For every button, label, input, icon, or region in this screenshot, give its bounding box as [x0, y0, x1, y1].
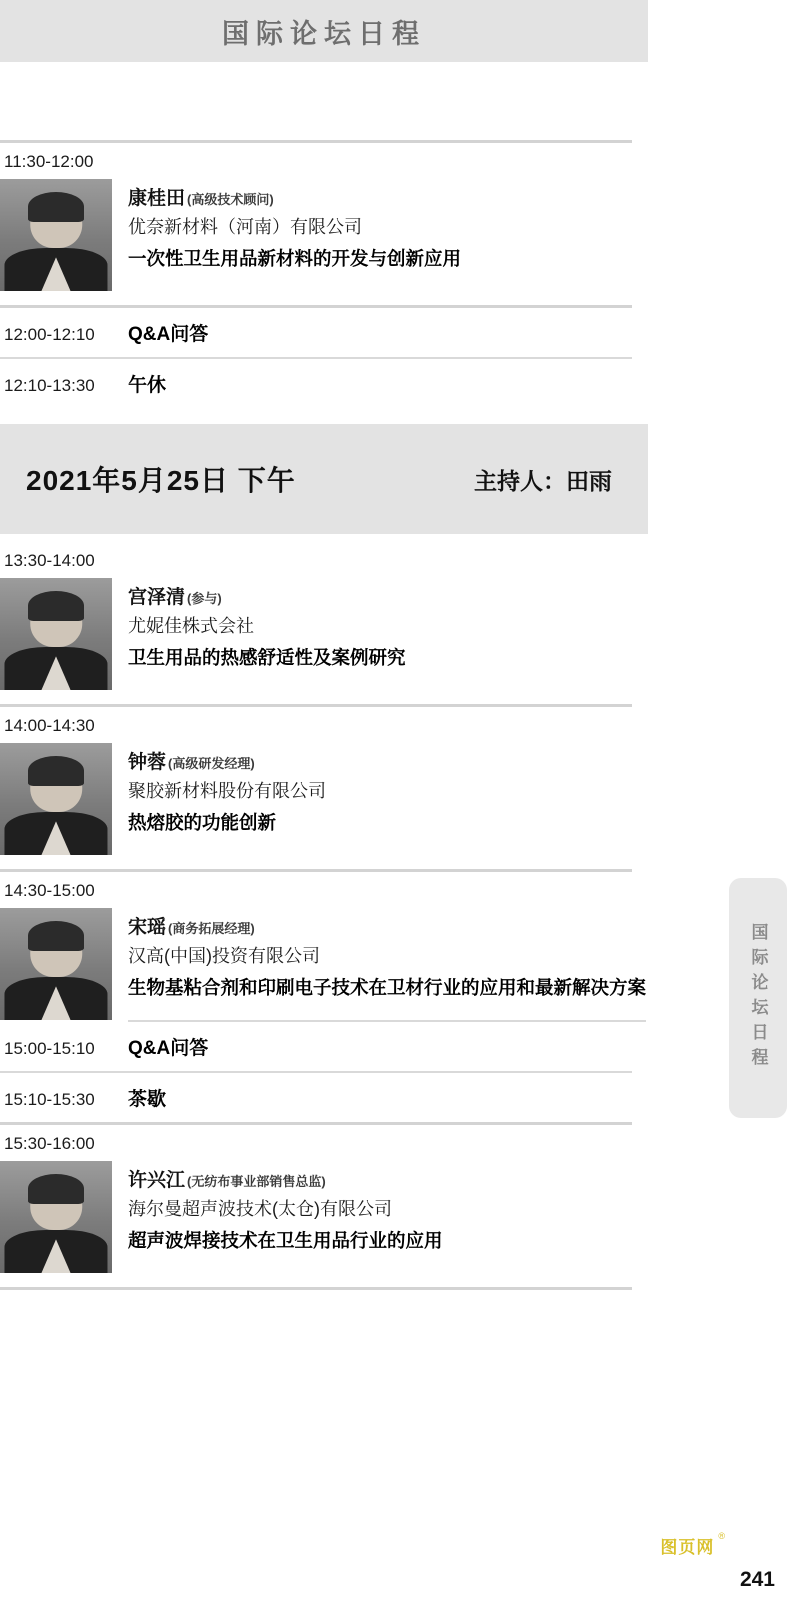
speaker-role: (高级研发经理) [168, 756, 255, 771]
day-banner [0, 424, 648, 534]
session-item[interactable] [0, 1125, 648, 1273]
speaker-info [112, 908, 646, 1003]
speaker-photo [0, 578, 112, 690]
session-topic: 热熔胶的功能创新 [128, 812, 277, 834]
speaker-name-line [128, 749, 326, 777]
page-title: 国际论坛日程 [222, 18, 426, 49]
speaker-company: 海尔曼超声波技术(太仓)有限公司 [128, 1198, 392, 1219]
speaker-info [112, 743, 326, 838]
speaker-company: 汉高(中国)投资有限公司 [128, 945, 320, 966]
schedule-list [0, 140, 648, 1290]
speaker-role: (高级技术顾问) [187, 192, 274, 207]
page-header [0, 0, 648, 62]
day-host: 主持人：田雨 [474, 467, 612, 494]
speaker-row [0, 578, 648, 690]
session-label: 茶歇 [128, 1089, 167, 1110]
session-item[interactable] [0, 707, 648, 855]
session-time: 15:00-15:10 [4, 1039, 95, 1058]
speaker-info [112, 1161, 443, 1256]
speaker-name: 宋瑶 [128, 917, 167, 938]
speaker-company: 优奈新材料（河南）有限公司 [128, 216, 362, 237]
speaker-name-line [128, 185, 461, 213]
speaker-company: 尤妮佳株式会社 [128, 615, 254, 636]
speaker-name: 钟蓉 [128, 752, 167, 773]
session-time: 12:10-13:30 [4, 376, 95, 395]
speaker-company: 聚胶新材料股份有限公司 [128, 780, 326, 801]
speaker-role: (参与) [187, 591, 222, 606]
side-tab-international-forum[interactable] [729, 878, 787, 1118]
session-label: Q&A问答 [128, 1038, 209, 1059]
divider [0, 1287, 632, 1290]
session-topic: 超声波焊接技术在卫生用品行业的应用 [128, 1230, 443, 1252]
session-time: 15:30-16:00 [4, 1134, 95, 1153]
session-time: 11:30-12:00 [4, 152, 94, 171]
session-time: 14:30-15:00 [4, 881, 95, 900]
speaker-photo [0, 908, 112, 1020]
session-item[interactable] [0, 1073, 648, 1122]
session-item[interactable] [0, 542, 648, 690]
session-item[interactable] [0, 872, 648, 1020]
watermark-registered-icon: ® [718, 1531, 725, 1541]
speaker-name-line [128, 584, 406, 612]
watermark-text: 图页网 [660, 1538, 715, 1557]
speaker-role: (商务拓展经理) [168, 921, 255, 936]
session-item[interactable] [0, 143, 648, 291]
day-date: 2021年5月25日 下午 [26, 465, 296, 496]
speaker-name-line [128, 914, 646, 942]
session-topic: 一次性卫生用品新材料的开发与创新应用 [128, 248, 462, 270]
speaker-name: 许兴江 [128, 1170, 186, 1191]
speaker-name: 康桂田 [128, 188, 186, 209]
session-item[interactable] [0, 359, 648, 408]
session-topic: 卫生用品的热感舒适性及案例研究 [128, 647, 406, 669]
speaker-name-line [128, 1167, 443, 1195]
session-label: 午休 [128, 375, 167, 396]
session-item[interactable] [0, 308, 648, 357]
speaker-row [0, 908, 648, 1020]
speaker-row [0, 1161, 648, 1273]
speaker-info [112, 578, 406, 673]
speaker-photo [0, 1161, 112, 1273]
speaker-photo [0, 179, 112, 291]
speaker-row [0, 179, 648, 291]
speaker-info [112, 179, 461, 274]
session-time: 12:00-12:10 [4, 325, 95, 344]
session-time: 15:10-15:30 [4, 1090, 95, 1109]
speaker-role: (无纺布事业部销售总监) [187, 1174, 326, 1189]
side-tab-label: 国际论坛日程 [748, 923, 768, 1073]
session-time: 13:30-14:00 [4, 551, 95, 570]
session-topic: 生物基粘合剂和印刷电子技术在卫材行业的应用和最新解决方案 [128, 977, 647, 999]
speaker-name: 宫泽清 [128, 587, 186, 608]
speaker-row [0, 743, 648, 855]
watermark [660, 1533, 725, 1558]
session-item[interactable] [0, 1022, 648, 1071]
session-time: 14:00-14:30 [4, 716, 95, 735]
speaker-photo [0, 743, 112, 855]
session-label: Q&A问答 [128, 324, 209, 345]
page-number: 241 [739, 1568, 775, 1591]
